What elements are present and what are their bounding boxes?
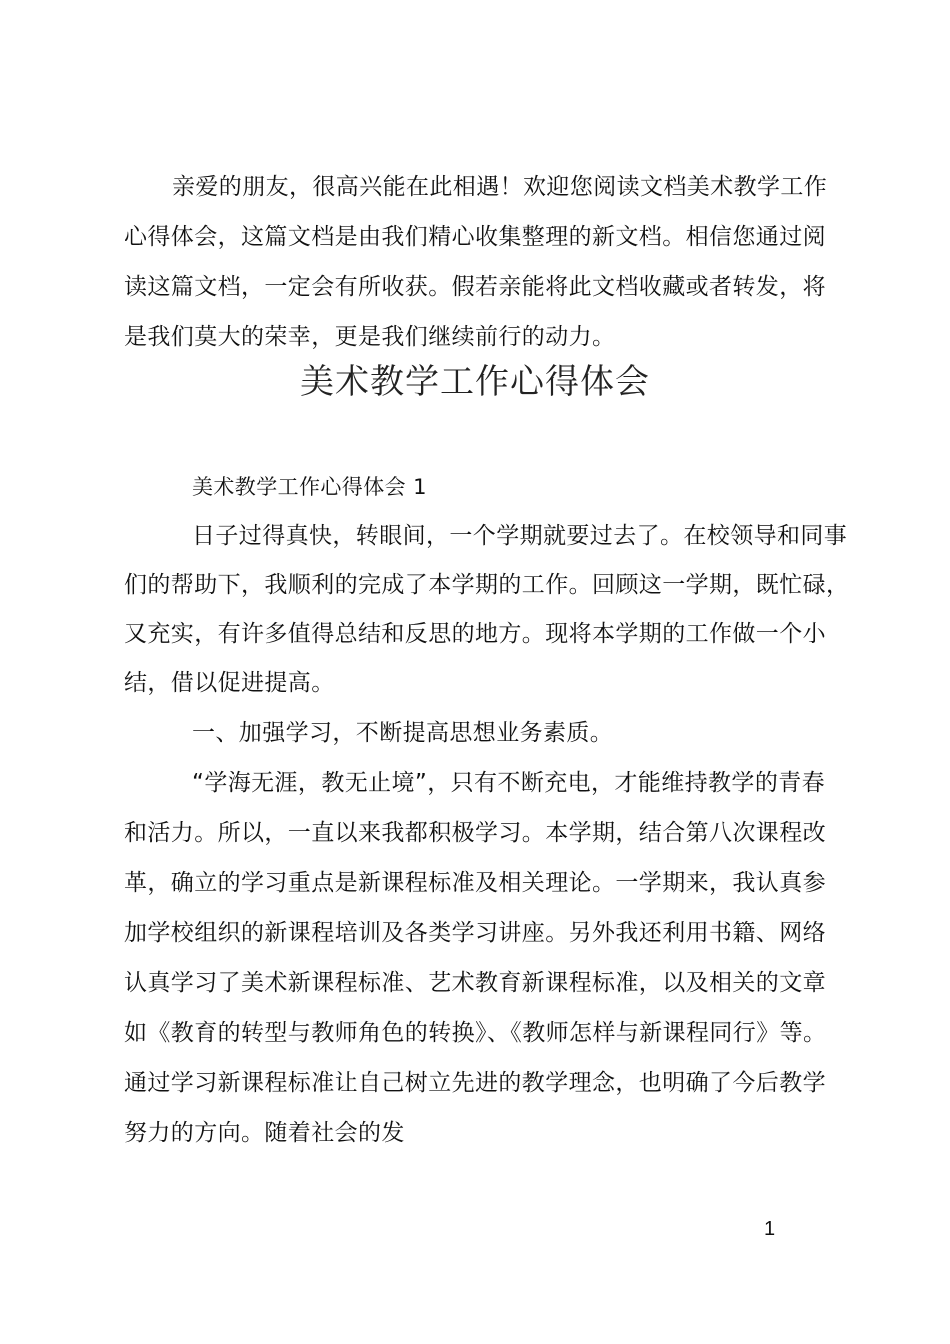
- paragraph-line: 认真学习了美术新课程标准、艺术教育新课程标准，以及相关的文章: [124, 970, 826, 996]
- intro-line: 亲爱的朋友，很高兴能在此相遇！欢迎您阅读文档美术教学工作: [172, 174, 828, 200]
- intro-line: 读这篇文档，一定会有所收获。假若亲能将此文档收藏或者转发，将: [124, 274, 826, 300]
- section-heading: 一、加强学习，不断提高思想业务素质。: [192, 720, 614, 746]
- paragraph-line: “学海无涯，教无止境”，只有不断充电，才能维持教学的青春: [192, 770, 826, 796]
- paragraph-line: 努力的方向。随着社会的发: [124, 1120, 405, 1146]
- paragraph-line: 日子过得真快，转眼间，一个学期就要过去了。在校领导和同事: [192, 523, 848, 549]
- paragraph-line: 加学校组织的新课程培训及各类学习讲座。另外我还利用书籍、网络: [124, 920, 826, 946]
- page-number: 1: [764, 1218, 776, 1240]
- document-title: 美术教学工作心得体会: [300, 362, 650, 402]
- paragraph-line: 又充实，有许多值得总结和反思的地方。现将本学期的工作做一个小: [124, 621, 826, 647]
- paragraph-line: 和活力。所以，一直以来我都积极学习。本学期，结合第八次课程改: [124, 820, 826, 846]
- paragraph-line: 革，确立的学习重点是新课程标准及相关理论。一学期来，我认真参: [124, 870, 826, 896]
- paragraph-line: 如《教育的转型与教师角色的转换》、《教师怎样与新课程同行》等。: [124, 1020, 827, 1046]
- intro-line: 心得体会，这篇文档是由我们精心收集整理的新文档。相信您通过阅: [124, 224, 826, 250]
- section-subtitle: 美术教学工作心得体会 1: [192, 475, 427, 499]
- paragraph-line: 通过学习新课程标准让自己树立先进的教学理念，也明确了今后教学: [124, 1070, 826, 1096]
- paragraph-line: 结，借以促进提高。: [124, 670, 335, 696]
- paragraph-line: 们的帮助下，我顺利的完成了本学期的工作。回顾这一学期，既忙碌，: [124, 572, 850, 598]
- intro-line: 是我们莫大的荣幸，更是我们继续前行的动力。: [124, 324, 616, 350]
